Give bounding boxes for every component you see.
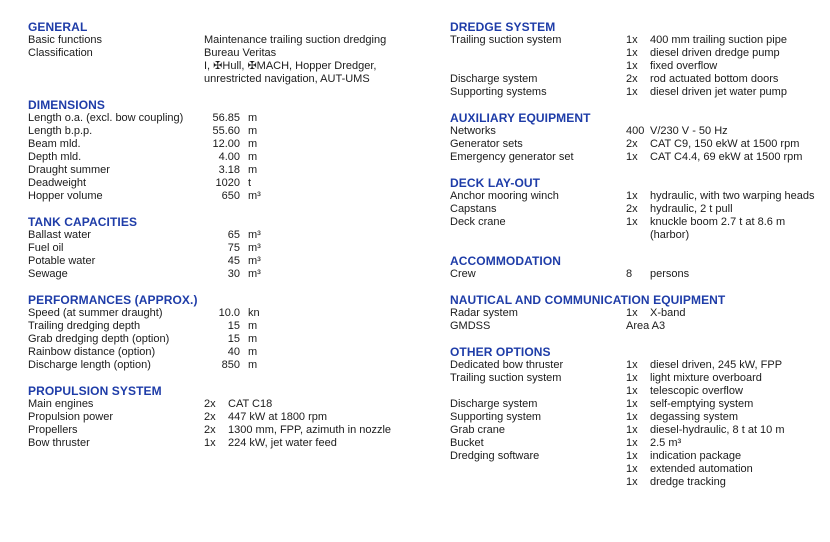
spec-line [204, 346, 433, 359]
spec-value: 1300 mm, FPP, azimuth in nozzle [228, 424, 392, 436]
spec-label: Anchor mooring winch [450, 190, 559, 202]
section-propulsion-system [28, 385, 433, 450]
spec-value: fixed overflow [650, 60, 718, 72]
spec-number: 30 [227, 268, 240, 280]
spec-unit: m [248, 164, 258, 176]
spec-lines [204, 268, 433, 281]
spec-unit: m [248, 333, 258, 345]
spec-value: hydraulic, with two warping heads [650, 190, 815, 202]
spec-lines [626, 450, 825, 489]
spec-label: Potable water [28, 255, 96, 267]
spec-unit: m³ [248, 255, 261, 267]
spec-qty: 1x [626, 34, 638, 46]
spec-line [204, 125, 433, 138]
spec-row [450, 138, 825, 151]
spec-unit: m³ [248, 190, 261, 202]
spec-lines [204, 151, 433, 164]
section-title: PERFORMANCES (APPROX.) [28, 293, 198, 307]
spec-qty: 400 [626, 125, 645, 137]
spec-line [204, 47, 433, 60]
spec-number: 15 [227, 333, 240, 345]
spec-label: Supporting systems [450, 86, 547, 98]
spec-lines [626, 73, 825, 86]
spec-label: Trailing suction system [450, 372, 562, 384]
spec-label: Radar system [450, 307, 518, 319]
spec-qty: 1x [626, 307, 638, 319]
spec-row [28, 138, 433, 151]
spec-value: 224 kW, jet water feed [228, 437, 337, 449]
spec-row [28, 411, 433, 424]
spec-label: Grab crane [450, 424, 506, 436]
spec-qty: 1x [626, 424, 638, 436]
spec-lines [626, 372, 825, 398]
spec-value: (harbor) [650, 229, 690, 241]
spec-row [450, 73, 825, 86]
spec-lines [204, 320, 433, 333]
spec-row [28, 164, 433, 177]
spec-label: Propulsion power [28, 411, 113, 423]
spec-lines [626, 268, 825, 281]
spec-line [204, 60, 433, 73]
spec-unit: m³ [248, 229, 261, 241]
spec-value: Area A3 [626, 320, 666, 332]
spec-line [626, 151, 825, 164]
spec-line [626, 424, 825, 437]
spec-label: Dedicated bow thruster [450, 359, 564, 371]
spec-row [28, 242, 433, 255]
spec-row [28, 190, 433, 203]
section-title: OTHER OPTIONS [450, 345, 551, 359]
spec-lines [204, 125, 433, 138]
section-title: DIMENSIONS [28, 98, 106, 112]
spec-value: 2.5 m³ [650, 437, 682, 449]
spec-qty: 1x [626, 437, 638, 449]
spec-unit: m [248, 112, 258, 124]
spec-number: 55.60 [212, 125, 240, 137]
spec-qty: 1x [626, 450, 638, 462]
spec-lines [204, 177, 433, 190]
spec-label: Fuel oil [28, 242, 64, 254]
spec-number: 75 [227, 242, 240, 254]
section-dimensions [28, 99, 433, 203]
spec-lines [626, 125, 825, 138]
spec-lines [204, 112, 433, 125]
spec-line [626, 268, 825, 281]
spec-label: Propellers [28, 424, 78, 436]
spec-row [450, 372, 825, 398]
spec-lines [626, 34, 825, 73]
spec-row [28, 34, 433, 47]
spec-line [204, 268, 433, 281]
spec-row [450, 216, 825, 242]
spec-value: diesel driven jet water pump [650, 86, 787, 98]
spec-value: I, ✠Hull, ✠MACH, Hopper Dredger, [204, 60, 377, 72]
spec-number: 15 [227, 320, 240, 332]
spec-line [626, 320, 825, 333]
spec-qty: 1x [626, 359, 638, 371]
spec-row [28, 177, 433, 190]
spec-lines [626, 190, 825, 203]
spec-row [28, 398, 433, 411]
spec-line [626, 73, 825, 86]
spec-row [28, 255, 433, 268]
spec-label: Speed (at summer draught) [28, 307, 163, 319]
spec-qty: 2x [626, 203, 638, 215]
section-other-options [450, 346, 825, 489]
spec-qty: 1x [626, 216, 638, 228]
spec-line [626, 372, 825, 385]
spec-qty: 1x [626, 411, 638, 423]
spec-line [626, 437, 825, 450]
section-title: DECK LAY-OUT [450, 176, 541, 190]
spec-column-right [450, 21, 825, 502]
spec-unit: m [248, 138, 258, 150]
spec-line [626, 60, 825, 73]
spec-value: X-band [650, 307, 686, 319]
spec-row [450, 398, 825, 411]
spec-value: 400 mm trailing suction pipe [650, 34, 787, 46]
spec-unit: m³ [248, 268, 261, 280]
spec-line [204, 424, 433, 437]
spec-qty: 1x [626, 151, 638, 163]
spec-label: GMDSS [450, 320, 491, 332]
spec-label: Basic functions [28, 34, 102, 46]
spec-lines [204, 424, 433, 437]
spec-number: 850 [221, 359, 240, 371]
section-deck-lay-out [450, 177, 825, 242]
spec-label: Bucket [450, 437, 484, 449]
spec-lines [204, 164, 433, 177]
spec-line [204, 177, 433, 190]
spec-line [204, 229, 433, 242]
spec-unit: m [248, 359, 258, 371]
spec-unit: t [248, 177, 252, 189]
spec-line [626, 463, 825, 476]
spec-label: Sewage [28, 268, 68, 280]
spec-label: Generator sets [450, 138, 523, 150]
spec-lines [204, 346, 433, 359]
spec-value: CAT C18 [228, 398, 273, 410]
spec-lines [626, 216, 825, 242]
spec-row [28, 346, 433, 359]
spec-line [626, 125, 825, 138]
spec-lines [204, 398, 433, 411]
section-performances-approx [28, 294, 433, 372]
section-title: TANK CAPACITIES [28, 215, 138, 229]
section-dredge-system [450, 21, 825, 99]
spec-lines [626, 359, 825, 372]
spec-qty: 8 [626, 268, 633, 280]
spec-value: telescopic overflow [650, 385, 743, 397]
section-general [28, 21, 433, 86]
spec-unit: m [248, 320, 258, 332]
spec-lines [204, 47, 433, 86]
spec-number: 12.00 [212, 138, 240, 150]
spec-row [450, 359, 825, 372]
section-tank-capacities [28, 216, 433, 281]
spec-qty [626, 229, 650, 242]
spec-row [28, 359, 433, 372]
spec-qty: 1x [626, 476, 638, 488]
spec-line [626, 450, 825, 463]
spec-line [626, 476, 825, 489]
spec-number: 65 [227, 229, 240, 241]
spec-lines [204, 333, 433, 346]
spec-lines [626, 411, 825, 424]
spec-qty: 2x [204, 398, 216, 410]
spec-number: 3.18 [218, 164, 240, 176]
spec-label: Rainbow distance (option) [28, 346, 156, 358]
spec-lines [626, 138, 825, 151]
spec-value: diesel driven dredge pump [650, 47, 780, 59]
section-title: NAUTICAL AND COMMUNICATION EQUIPMENT [450, 293, 726, 307]
spec-lines [626, 203, 825, 216]
spec-row [28, 112, 433, 125]
spec-row [450, 320, 825, 333]
spec-value: extended automation [650, 463, 753, 475]
spec-row [28, 320, 433, 333]
spec-qty: 1x [626, 372, 638, 384]
spec-row [450, 268, 825, 281]
spec-qty: 1x [626, 86, 638, 98]
spec-value: dredge tracking [650, 476, 726, 488]
spec-value: CAT C9, 150 ekW at 1500 rpm [650, 138, 800, 150]
spec-row [450, 86, 825, 99]
spec-line [204, 190, 433, 203]
spec-label: Grab dredging depth (option) [28, 333, 170, 345]
spec-lines [204, 437, 433, 450]
section-accommodation [450, 255, 825, 281]
spec-row [450, 307, 825, 320]
spec-line [626, 34, 825, 47]
spec-row [28, 125, 433, 138]
spec-line [626, 216, 825, 229]
spec-label: Supporting system [450, 411, 542, 423]
spec-line [626, 307, 825, 320]
spec-value: persons [650, 268, 690, 280]
section-title: ACCOMMODATION [450, 254, 562, 268]
spec-label: Length o.a. (excl. bow coupling) [28, 112, 184, 124]
spec-label: Ballast water [28, 229, 91, 241]
spec-value: Maintenance trailing suction dredging [204, 34, 387, 46]
spec-qty: 1x [626, 47, 638, 59]
spec-row [28, 424, 433, 437]
spec-label: Length b.p.p. [28, 125, 93, 137]
spec-qty: 1x [626, 385, 638, 397]
spec-qty: 1x [626, 463, 638, 475]
spec-label: Bow thruster [28, 437, 90, 449]
spec-lines [204, 138, 433, 151]
spec-line [626, 411, 825, 424]
spec-qty: 2x [204, 411, 216, 423]
spec-row [450, 424, 825, 437]
spec-qty: 2x [204, 424, 216, 436]
spec-line [626, 385, 825, 398]
spec-row [28, 47, 433, 86]
spec-row [450, 411, 825, 424]
spec-label: Classification [28, 47, 93, 59]
spec-lines [204, 359, 433, 372]
spec-lines [626, 424, 825, 437]
spec-unit: m³ [248, 242, 261, 254]
spec-value: unrestricted navigation, AUT-UMS [204, 73, 370, 85]
spec-lines [204, 242, 433, 255]
spec-label: Deck crane [450, 216, 506, 228]
spec-qty: 2x [626, 138, 638, 150]
section-title: PROPULSION SYSTEM [28, 384, 162, 398]
spec-lines [204, 307, 433, 320]
spec-lines [626, 307, 825, 320]
spec-lines [204, 34, 433, 47]
spec-qty: 1x [626, 398, 638, 410]
section-nautical-and-communication-equipment [450, 294, 825, 333]
spec-line [204, 73, 433, 86]
spec-number: 4.00 [218, 151, 240, 163]
spec-label: Discharge length (option) [28, 359, 151, 371]
spec-number: 40 [227, 346, 240, 358]
spec-line [626, 398, 825, 411]
spec-line [204, 138, 433, 151]
spec-row [450, 34, 825, 73]
spec-value: hydraulic, 2 t pull [650, 203, 733, 215]
spec-value: knuckle boom 2.7 t at 8.6 m [650, 216, 786, 228]
section-title: AUXILIARY EQUIPMENT [450, 111, 591, 125]
spec-unit: kn [248, 307, 260, 319]
spec-row [450, 125, 825, 138]
spec-line [204, 242, 433, 255]
spec-unit: m [248, 346, 258, 358]
spec-lines [626, 437, 825, 450]
spec-lines [626, 151, 825, 164]
spec-label: Discharge system [450, 398, 538, 410]
spec-line [626, 138, 825, 151]
section-title: DREDGE SYSTEM [450, 20, 556, 34]
spec-line [626, 203, 825, 216]
spec-line [204, 151, 433, 164]
spec-unit: m [248, 125, 258, 137]
spec-line [204, 398, 433, 411]
spec-label: Hopper volume [28, 190, 103, 202]
spec-qty: 1x [626, 190, 638, 202]
spec-unit: m [248, 151, 258, 163]
spec-line [204, 333, 433, 346]
spec-value: V/230 V - 50 Hz [650, 125, 728, 137]
spec-row [28, 229, 433, 242]
spec-row [28, 333, 433, 346]
spec-number: 45 [227, 255, 240, 267]
spec-line [204, 411, 433, 424]
spec-row [28, 151, 433, 164]
spec-lines [204, 229, 433, 242]
spec-qty: 1x [626, 60, 638, 72]
spec-row [450, 190, 825, 203]
spec-row [450, 203, 825, 216]
spec-line [204, 437, 433, 450]
spec-label: Trailing suction system [450, 34, 562, 46]
spec-value: self-emptying system [650, 398, 754, 410]
spec-label: Main engines [28, 398, 94, 410]
spec-lines [626, 86, 825, 99]
spec-label: Dredging software [450, 450, 540, 462]
spec-line [626, 359, 825, 372]
spec-line [204, 359, 433, 372]
spec-line [204, 112, 433, 125]
spec-label: Beam mld. [28, 138, 81, 150]
spec-value: 447 kW at 1800 rpm [228, 411, 328, 423]
spec-line [626, 47, 825, 60]
section-title: GENERAL [28, 20, 88, 34]
spec-qty: 1x [204, 437, 216, 449]
spec-line [626, 86, 825, 99]
spec-line [204, 164, 433, 177]
spec-label: Depth mld. [28, 151, 82, 163]
spec-row [28, 307, 433, 320]
spec-lines [204, 255, 433, 268]
spec-label: Draught summer [28, 164, 110, 176]
spec-line [204, 34, 433, 47]
spec-line [204, 320, 433, 333]
spec-row [28, 268, 433, 281]
spec-lines [626, 320, 825, 333]
spec-column-left [28, 21, 433, 463]
spec-lines [204, 411, 433, 424]
spec-value: rod actuated bottom doors [650, 73, 779, 85]
spec-line [626, 190, 825, 203]
spec-lines [626, 398, 825, 411]
spec-lines [204, 190, 433, 203]
spec-value: indication package [650, 450, 742, 462]
spec-value: diesel-hydraulic, 8 t at 10 m [650, 424, 785, 436]
spec-label: Emergency generator set [450, 151, 574, 163]
spec-value: diesel driven, 245 kW, FPP [650, 359, 783, 371]
spec-number: 10.0 [218, 307, 240, 319]
spec-line [204, 255, 433, 268]
spec-value: degassing system [650, 411, 739, 423]
spec-line [626, 229, 825, 242]
spec-row [450, 450, 825, 489]
spec-row [450, 151, 825, 164]
spec-label: Trailing dredging depth [28, 320, 141, 332]
section-auxiliary-equipment [450, 112, 825, 164]
spec-qty: 2x [626, 73, 638, 85]
spec-label: Crew [450, 268, 476, 280]
spec-number: 1020 [215, 177, 240, 189]
spec-value: CAT C4.4, 69 ekW at 1500 rpm [650, 151, 803, 163]
spec-row [450, 437, 825, 450]
spec-value: Bureau Veritas [204, 47, 277, 59]
spec-label: Networks [450, 125, 496, 137]
spec-value: light mixture overboard [650, 372, 762, 384]
spec-line [204, 307, 433, 320]
spec-label: Capstans [450, 203, 497, 215]
spec-label: Discharge system [450, 73, 538, 85]
spec-label: Deadweight [28, 177, 87, 189]
spec-number: 56.85 [212, 112, 240, 124]
spec-number: 650 [221, 190, 240, 202]
spec-row [28, 437, 433, 450]
